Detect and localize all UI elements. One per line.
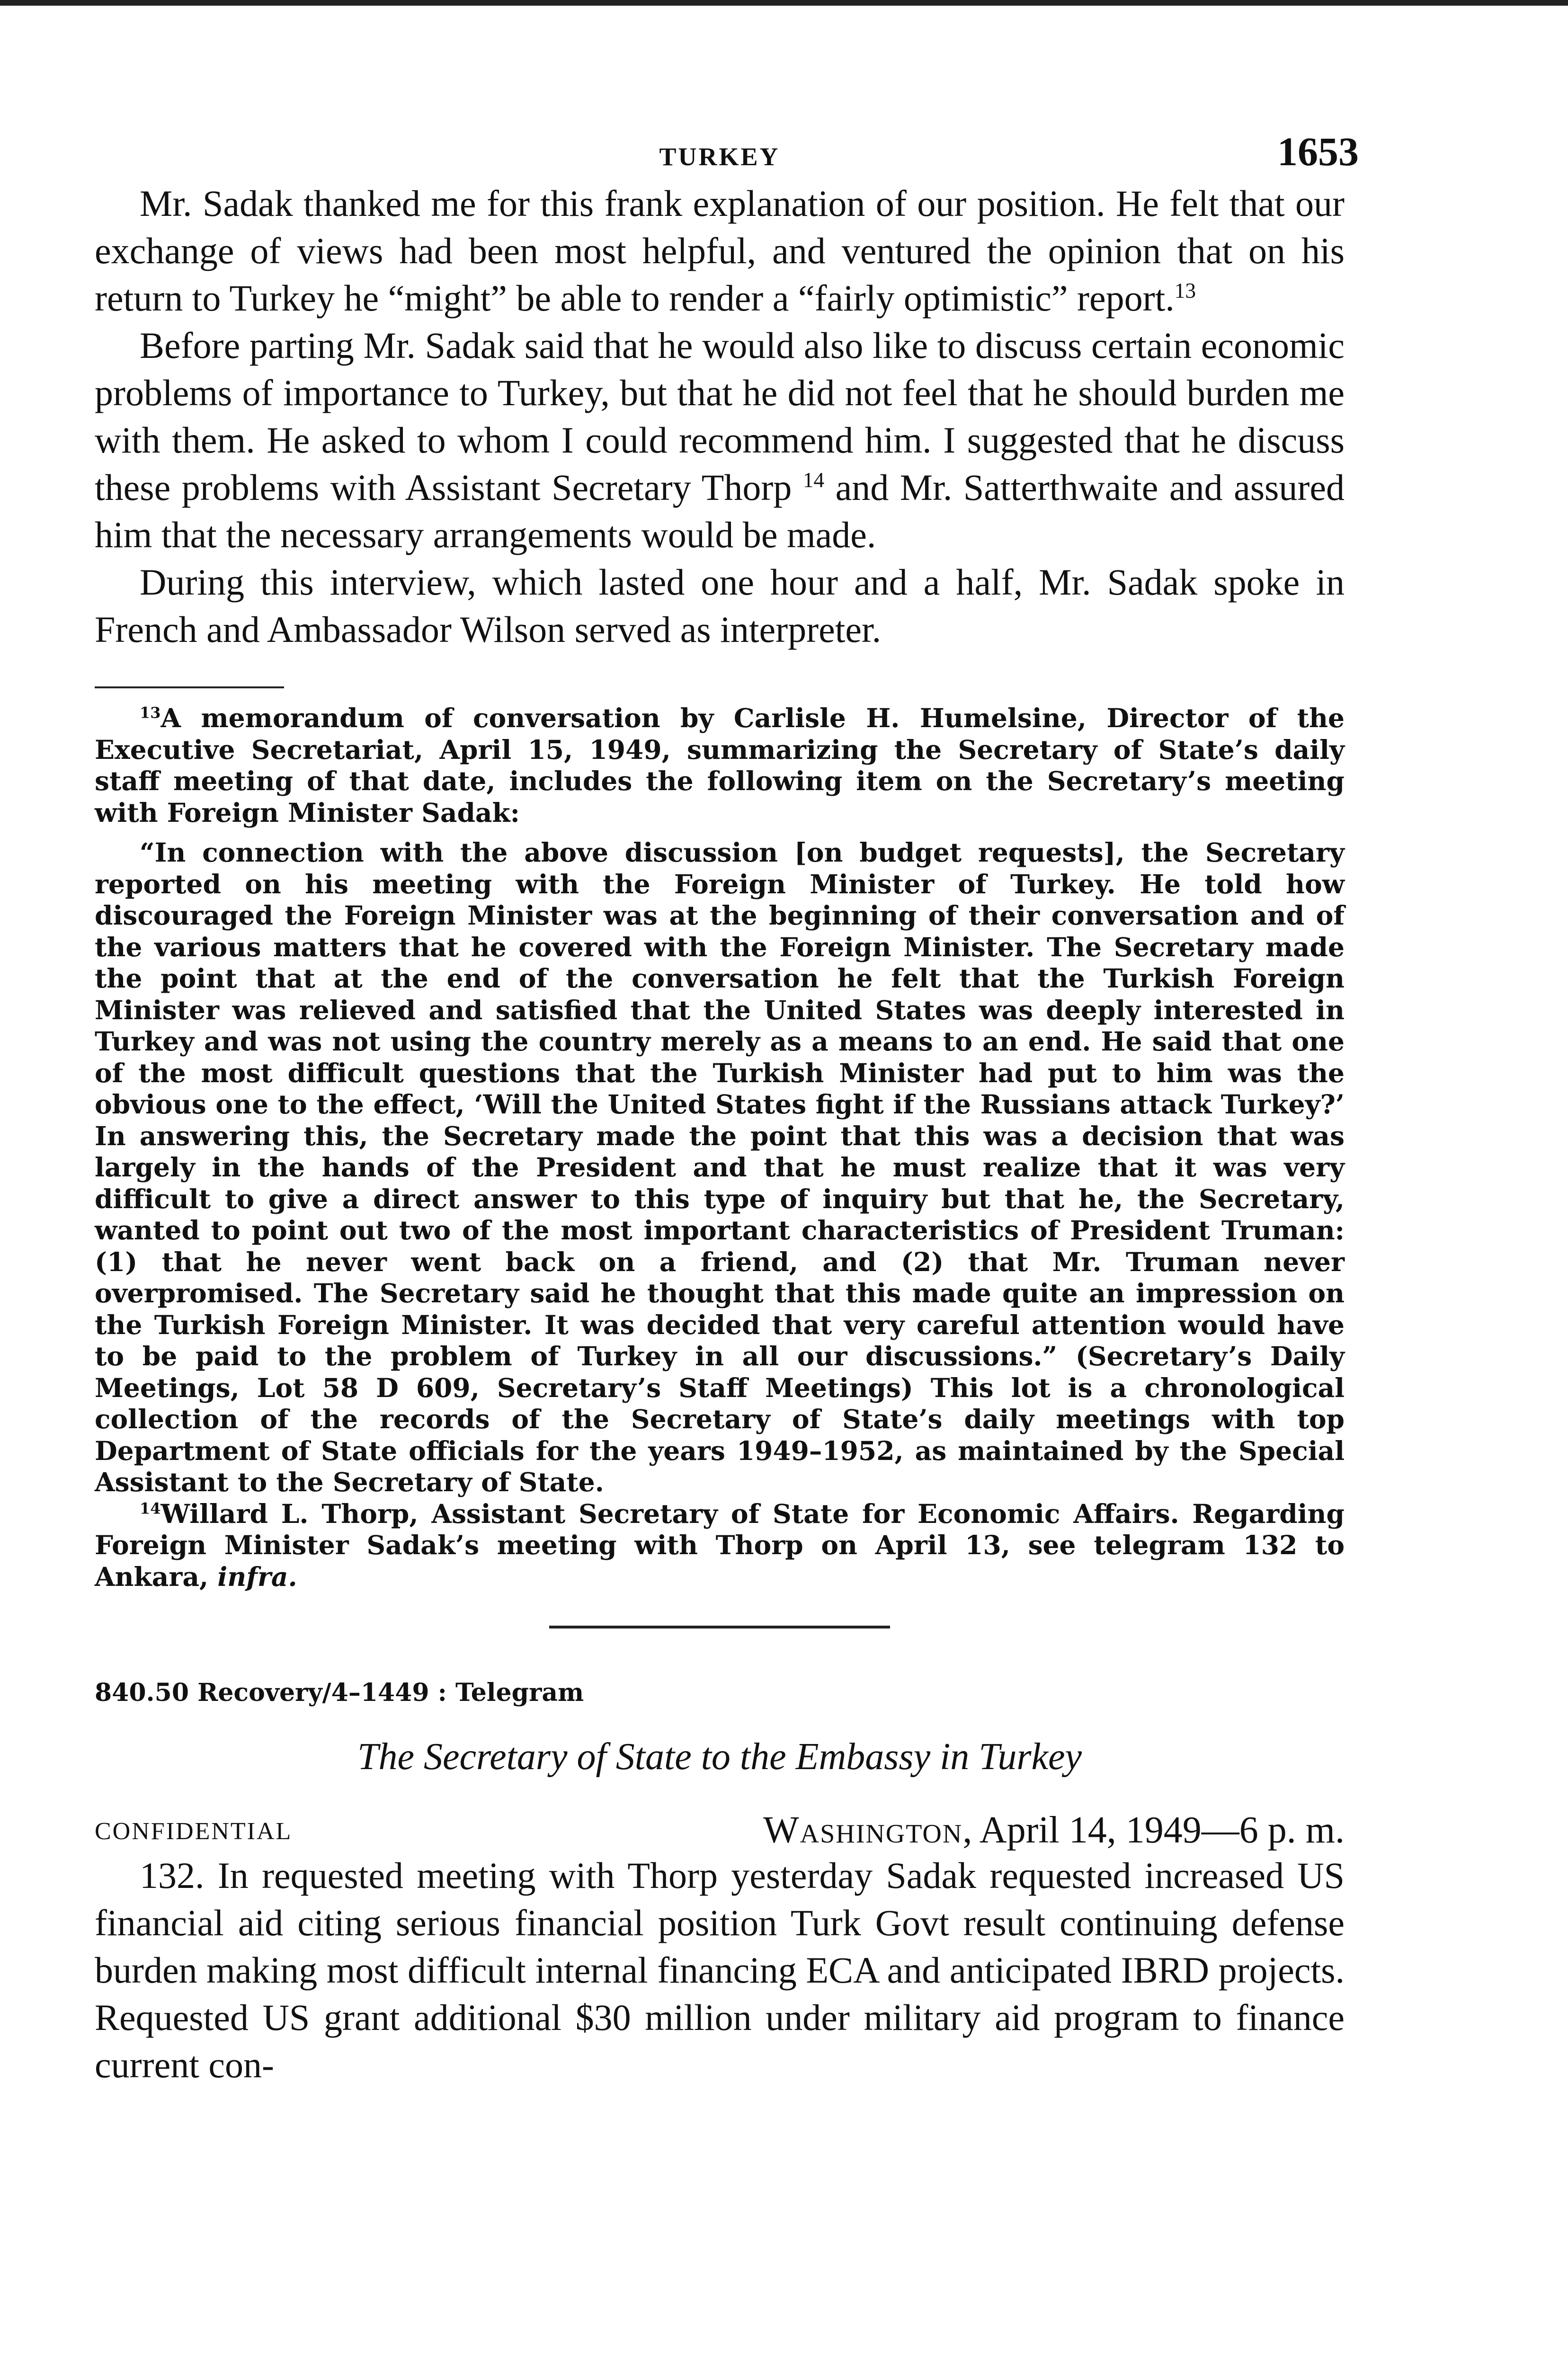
footnote-13-quote: “In connection with the above discussion [on budget requests], the Secretary reported on his meeting with the Foreign Minister of Turkey. He told how discouraged the Foreign Minister was at the beginning of their conversation and of the various matters that he covered with the Foreign Minister. The Secretary made the point that at the end of the conversation he felt that the Turkish Foreign Minister was relieved and satisfied that the United States was deeply interested in Turkey and was not using the country merely as a means to an end. He said that one of the most difficult questions that the Turkish Minister had put to him was the obvious one to the effect, ‘Will the United States fight if the Russians attack Turkey?’ In answering this, the Secretary made the point that this was a decision that was largely in the hands of the President and that he must realize that it was very difficult to give a direct answer to this type of inquiry but that he, the Secretary, wanted to point out two of the most important characteristics of President Truman: (1) that he never went back on a friend, and (2) that Mr. Truman never overpromised. The Secretary said he thought that this made quite an impression on the Turkish Foreign Minister. It was decided that very careful attention would have to be paid to the problem of Turkey in all our discussions.” (Secretary’s Daily Meetings, Lot 58 D 609, Secretary’s Staff Meetings) This lot is a chronological collection of the records of the Secretary of State’s daily meetings with top Department of State officials for the years 1949–1952, as maintained by the Special Assistant to the Secretary of State. — [95, 837, 1345, 1497]
top-edge-bar — [0, 0, 1568, 6]
footnote-13-text: A memorandum of conversation by Carlisle H. Humelsine, Director of the Executive Secretariat, April 15, 1949, summarizing the Secretary of State’s daily staff meeting of that date, includes the following item on the Secretary’s meeting with Foreign Minister Sadak: — [95, 703, 1345, 828]
file-reference: 840.50 Recovery/4–1449 : Telegram — [95, 1678, 584, 1707]
paragraph-3: During this interview, which lasted one hour and a half, Mr. Sadak spoke in French and Ambassador Wilson served as interpreter. — [95, 561, 1345, 650]
body-text — [95, 180, 1345, 653]
telegram-body — [95, 1852, 1345, 2089]
footnote-14-text: Willard L. Thorp, Assistant Secretary of State for Economic Affairs. Regarding Foreign Minister Sadak’s meeting with Thorp on April 13, see telegram 132 to Ankara, — [95, 1498, 1345, 1592]
section-separator — [549, 1626, 890, 1628]
paragraph-1 — [95, 180, 1345, 322]
dateline — [763, 1809, 1345, 1852]
footnotes — [95, 703, 1345, 1593]
document-title: The Secretary of State to the Embassy in Turkey — [357, 1736, 1082, 1778]
footnote-ref-14[interactable]: 14 — [802, 468, 825, 492]
telegram-paragraph: 132. In requested meeting with Thorp yesterday Sadak requested increased US financial aid citing serious financial position Turk Govt result continuing defense burden making most difficult internal financing ECA and anticipated IBRD projects. Requested US grant additional $30 million under military aid program to finance current con- — [95, 1855, 1345, 2085]
footnote-14-number: 14 — [140, 1499, 161, 1518]
paragraph-1-text: Mr. Sadak thanked me for this frank explanation of our position. He felt that our exchange of views had been most helpful, and ventured the opinion that on his return to Turkey he “might” be able to render a “fairly optimistic” report. — [95, 183, 1345, 319]
classification-label: CONFIDENTIAL — [95, 1818, 293, 1845]
footnote-13-number: 13 — [140, 703, 161, 722]
running-head: TURKEY — [659, 142, 780, 171]
dateline-date: , April 14, 1949—6 p. m. — [962, 1809, 1345, 1851]
footnote-rule — [95, 686, 284, 688]
footnote-13 — [95, 703, 1345, 828]
paragraph-2-text-a: Before parting Mr. Sadak said that he would also like to discuss certain economic problems of importance to Turkey, but that he did not feel that he should burden me with them. He asked to whom I could recommend him. I suggested that he discuss these problems with Assistant Secretary Thorp — [95, 325, 1345, 508]
dateline-place: Washington — [763, 1809, 963, 1851]
paragraph-2-text-b: and Mr. Satterthwaite and assured him that the necessary arrangements would be made. — [95, 467, 1345, 555]
page-number: 1653 — [1277, 129, 1359, 174]
footnote-14 — [95, 1498, 1345, 1593]
footnote-ref-13[interactable]: 13 — [1174, 279, 1196, 303]
footnote-14-infra[interactable]: infra. — [217, 1561, 297, 1592]
document-page — [95, 128, 1359, 2089]
paragraph-2 — [95, 322, 1345, 559]
dateline-row — [95, 1800, 1345, 1852]
page-header — [95, 128, 1359, 180]
